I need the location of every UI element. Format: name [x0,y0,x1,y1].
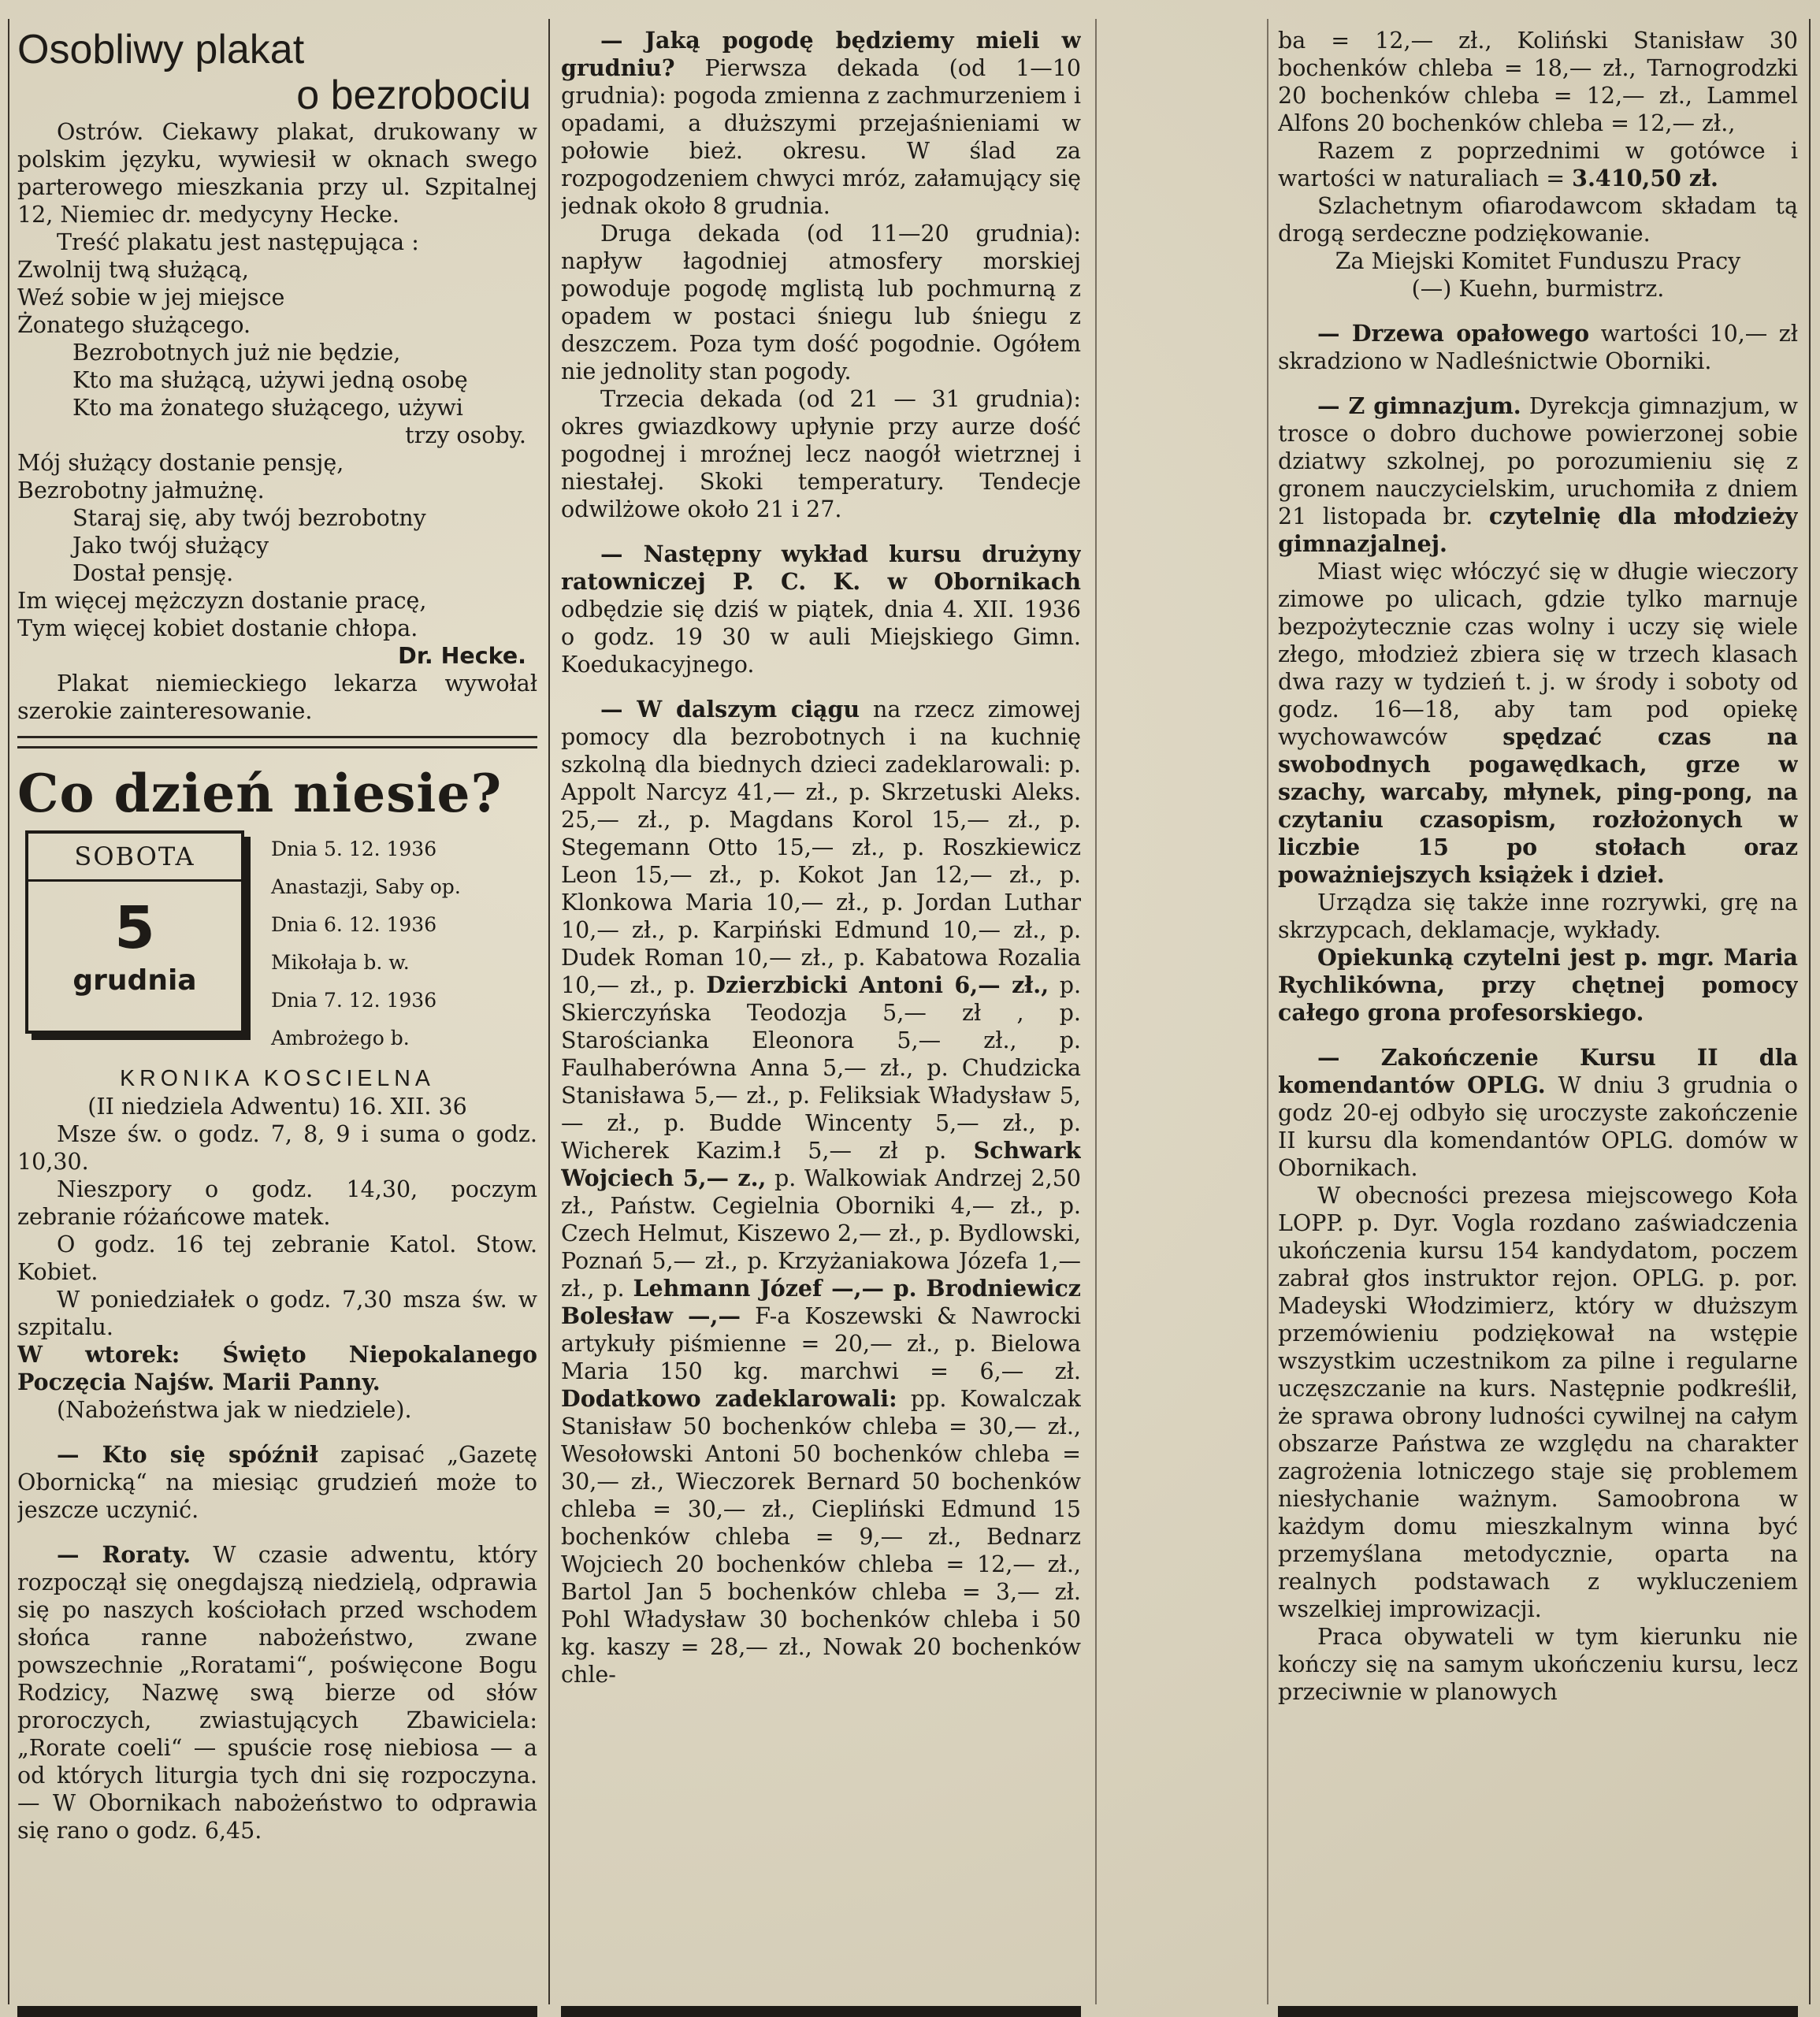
zbiorka-bold-2: Schwark Wojciech 5,— z., [561,1137,1081,1191]
zbiorka-bold-3: Lehmann Józef —,— p. Brodniewicz Bolesław —,— [561,1275,1081,1329]
kronika-msze: Msze św. o godz. 7, 8, 9 i suma o godz. 10,30. [17,1121,537,1175]
kronika-title: KRONIKA KOSCIELNA [120,1066,435,1091]
calendar-box [25,830,244,1034]
drzewa-text: wartości 10,— zł skradziono w Nadleśnictwie Oborniki. [1278,321,1798,374]
gimnazjum-p3: Urządza się także inne rozrywki, grę na skrzypcach, deklamacje, wykłady. [1278,890,1798,943]
wyklad-lead: — Następny wykład kursu drużyny ratowniczej P. C. K. w Obornikach [561,540,1081,595]
poem-line: Dostał pensję. [72,560,234,586]
column-1 [17,27,537,2001]
drzewa-article [1278,320,1798,375]
calendar-weekday: SOBOTA [28,834,241,882]
poem-line: Staraj się, aby twój bezrobotny [72,505,426,531]
poem-line: trzy osoby. [405,422,526,448]
zbiorka-text-4: F-a Koszewski & Nawrocki artykuły piśmienne = 20,— zł., p. Bielowa Maria 150 kg. marchwi = 6,— zł. [561,1303,1081,1384]
gimnazjum-lead: — Z gimnazjum. [1317,392,1521,419]
spoznil-article [17,1441,537,1524]
dodatkowo-text: pp. Kowalczak Stanisław 50 bochenków chleba = 30,— zł., Wesołowski Antoni 50 bochenków chleba = 30,— zł., Wieczorek Bernard 50 bochenków chleba = 30,— zł., Ciepliński Edmund 15 bochenków chleba = 9,— zł., Bednarz Wojciech 20 bochenków chleba = 12,— zł., Bartol Jan 5 bochenków chleba = 3,— zł. Pohl Władysław 30 bochenków chleba i 50 kg. kaszy = 28,— zł., Nowak 20 bochenków chle- [561,1386,1081,1688]
kronika-nieszpory: Nieszpory o godz. 14,30, poczym zebranie różańcowe matek. [17,1176,537,1230]
bottom-rule-1 [17,2006,537,2017]
pogoda-lead: — Jaką pogodę będziemy mieli w grudniu? [561,27,1081,81]
drzewa-lead: — Drzewa opałowego [1317,320,1590,347]
right-edge-rule [1809,19,1811,2004]
poem-line: Im więcej mężczyzn dostanie pracę, [17,588,427,614]
kronika-16: O godz. 16 tej zebranie Katol. Stow. Kobiet. [17,1231,537,1285]
plakat-title-line1: Osobliwy plakat [17,27,305,72]
gimnazjum-p2 [1278,558,1798,889]
kronika-sub: (II niedziela Adwentu) 16. XII. 36 [87,1094,467,1120]
spoznil-text: zapisać „Gazetę Obornicką“ na miesiąc grudzień może to jeszcze uczynić. [17,1442,537,1523]
roraty-article [17,1541,537,1844]
razem-sum: 3.410,50 zł. [1572,165,1718,191]
pogoda-article [561,27,1081,220]
wyklad-text: odbędzie się dziś w piątek, dnia 4. XII. 1936 o godz. 19 30 w auli Miejskiego Gimn. Koedukacyjnego. [561,596,1081,678]
bottom-rule-2 [561,2006,1081,2017]
names-3: Ambrożego b. [271,1027,410,1049]
plakat-poem [17,256,537,642]
poem-line: Kto ma żonatego służącego, używi [72,395,463,421]
poem-line: Kto ma służącą, używi jedną osobę [72,367,468,393]
razem [1278,137,1798,192]
poem-line: Weź sobie w jej miejsce [17,284,285,310]
zbiorka-text-1: na rzecz zimowej pomocy dla bezrobotnych i na kuchnię szkolną dla biednych dzieci zadeklarowali: p. Appolt Narcyz 41,— zł., p. Skrzetuski Aleks. 25,— zł., p. Magdans Korol 15,— zł., p. Stegemann Otto 15,— zł., p. Roszkiewicz Leon 15,— zł., p. Kokot Jan 12,— zł., p. Klonkowa Maria 10,— zł., p. Jordan Luthar 10,— zł., p. Karpiński Edmund 10,— zł., p. Dudek Roman 10,— zł., p. Kabatowa Rozalia 10,— zł., p. [561,696,1081,998]
plakat-closing: Plakat niemieckiego lekarza wywołał szerokie zainteresowanie. [17,670,537,724]
gimnazjum-article [1278,392,1798,558]
column-rule-3 [1267,19,1268,2004]
wyklad-article [561,540,1081,678]
names-1: Anastazji, Saby op. [271,875,461,898]
pogoda-dekada-3: Trzecia dekada (od 21 — 31 grudnia): okres gwiazdkowy upłynie przy aurze dość pogodnej i mroźnej lecz naogół wietrznej i niestałej. Skoki temperatury. Tendecje odwilżowe około 21 i 27. [561,386,1081,522]
gimnazjum-text: Dyrekcja gimnazjum, w trosce o dobro duchowe powierzonej sobie dziatwy szkolnej, po porozumieniu się z gronem nauczycielskim, uruchomiła z dniem 21 listopada br. [1278,393,1798,529]
plakat-signature: Dr. Hecke. [398,643,526,669]
gimnazjum-p2a: Miast więc włóczyć się w długie wieczory zimowe po ulicach, gdzie tylko marnuje bezpożytecznie czas wolny i uczy się wiele złego, młodzież zbiera się w trzech klasach dwa razy w tydzień t. j. w środy i soboty od godz. 16—18, aby tam pod opiekę wychowawców [1278,559,1798,750]
calendar-day: 5 [114,894,155,962]
plakat-tresc: Treść plakatu jest następująca : [57,229,419,255]
dodatkowo-lead: Dodatkowo zadeklarowali: [561,1385,897,1412]
names-2: Mikołaja b. w. [271,951,410,974]
poem-line: Bezrobotny jałmużnę. [17,477,265,503]
date-3: Dnia 7. 12. 1936 [271,989,437,1012]
kurs-lead: — Zakończenie Kursu II dla komendantów OPLG. [1278,1044,1798,1098]
kurs-p3: Praca obywateli w tym kierunku nie kończy się na samym ukończeniu kursu, lecz przeciwnie w planowych [1278,1624,1798,1705]
calendar-month: grudnia [72,964,197,997]
column-3 [1278,27,1798,2001]
left-edge-rule [8,19,9,2004]
podziekowanie: Szlachetnym ofiarodawcom składam tą drogą serdeczne podziękowanie. [1278,193,1798,247]
komitet: Za Miejski Komitet Funduszu Pracy [1335,248,1741,274]
gimnazjum-bold: czytelnię dla młodzieży gimnazjalnej. [1278,503,1798,557]
column-rule-1 [548,19,550,2004]
kurs-p2: W obecności prezesa miejscowego Koła LOPP. p. Dyr. Vogla rozdano zaświadczenia ukończenia kursu 154 kandydatom, poczem zabrał głos instruktor rejon. OPLG. p. por. Madeyski Włodzimierz, który w dłuższym przemówieniu podziękował na wstępie wszystkim uczestnikom za pilne i regularne uczęszczanie na kurs. Następnie podkreślił, że sprawa obrony ludności cywilnej na całym obszarze Państwa ze względu na charakter zagrożenia lotniczego staje się problemem niesłychanie ważnym. Samoobrona w każdym domu mieszkalnym winna być przemyślana metodycznie, oparta na realnych podstawach z wykluczeniem wszelkiej improwizacji. [1278,1183,1798,1622]
poem-line: Żonatego służącego. [17,312,251,338]
zbiorka-article [561,696,1081,1688]
column-2 [561,27,1081,2001]
zbiorka-bold-1: Dzierzbicki Antoni 6,— zł., [706,971,1049,998]
poem-line: Mój służący dostanie pensję, [17,450,344,476]
poem-line: Tym więcej kobiet dostanie chłopa. [17,615,418,641]
kronika-wtorek: W wtorek: Święto Niepokalanego Poczęcia Najśw. Marii Panny. [17,1341,537,1395]
co-dzien-title: Co dzień niesie? [17,763,503,824]
pogoda-dekada-1: Pierwsza dekada (od 1—10 grudnia): pogoda zmienna z zachmurzeniem i opadami, a dłuższymi przejaśnieniami w połowie bież. okresu. W ślad za rozpogodzeniem chwyci mróz, załamujący się jednak około 8 grudnia. [561,55,1081,219]
zbiorka-lead: — W dalszym ciągu [600,696,860,722]
name-days [244,830,537,1057]
gimnazjum-p2b: spędzać czas na swobodnych pogawędkach, grze w szachy, warcaby, młynek, ping-pong, na czytaniu czasopism, rozłożonych w liczbie 15 po stołach oraz poważniejszych książek i dzieł. [1278,723,1798,888]
gimnazjum-p4: Opiekunką czytelni jest p. mgr. Maria Rychlikówna, przy chętnej pomocy całego grona profesorskiego. [1278,944,1798,1026]
zbiorka-continued: ba = 12,— zł., Koliński Stanisław 30 bochenków chleba = 18,— zł., Tarnogrodzki 20 bochenków chleba = 12,— zł., Lammel Alfons 20 bochenków chleba = 12,— zł., [1278,28,1798,136]
kronika-nabozenstwa: (Nabożeństwa jak w niedziele). [57,1397,412,1423]
bottom-rule-3 [1278,2006,1798,2017]
poem-line: Bezrobotnych już nie będzie, [72,340,401,366]
plakat-intro: Ostrów. Ciekawy plakat, drukowany w polskim języku, wywiesił w oknach swego parterowego mieszkania przy ul. Szpitalnej 12, Niemiec dr. medycyny Hecke. [17,119,537,228]
column-rule-2 [1095,19,1097,2004]
razem-text: Razem z poprzednimi w gotówce i wartości w naturaliach = [1278,138,1798,191]
pogoda-dekada-2: Druga dekada (od 11—20 grudnia): napływ łagodniej atmosfery morskiej powoduje pogodę mglistą lub pochmurną z opadem w postaci śniegu lub śniegu z deszczem. Poza tym dość pogodnie. Ogółem nie jednolity stan pogody. [561,221,1081,384]
kurs-article [1278,1044,1798,1182]
kurs-text: W dniu 3 grudnia o godz 20-ej odbyło się uroczyste zakończenie II kursu dla komendantów OPLG. domów w Obornikach. [1278,1072,1798,1181]
roraty-lead: — Roraty. [57,1541,191,1568]
date-2: Dnia 6. 12. 1936 [271,913,437,936]
plakat-title-line2: o bezrobociu [296,72,531,118]
burmistrz-signature: (—) Kuehn, burmistrz. [1411,276,1665,302]
section-divider [17,736,537,748]
roraty-text: W czasie adwentu, który rozpoczął się onegdajszą niedzielą, odprawia się po naszych kościołach przed wschodem słońca ranne nabożeństwo, zwane powszechnie „Roratami“, poświęcone Bogu Rodzicy, Nazwę swą bierze od słów proroczych, zwiastujących Zbawiciela: „Rorate coeli“ — spuście rosę niebiosa — a od których liturgia tych dni się rozpoczyna. — W Obornikach nabożeństwo to odprawia się rano o godz. 6,45. [17,1542,537,1844]
poem-line: Jako twój służący [72,533,269,559]
zbiorka-text-2: p. Skierczyńska Teodozja 5,— zł , p. Starościanka Eleonora 5,— zł., p. Faulhaberówna Anna 5,— zł., p. Chudzicka Stanisława 5,— zł., p. Feliksiak Władysław 5,— zł., p. Budde Wincenty 5,— zł., p. Wicherek Kazim.ł 5,— zł p. [561,972,1081,1164]
poem-line: Zwolnij twą służącą, [17,257,249,283]
date-1: Dnia 5. 12. 1936 [271,838,437,860]
spoznil-lead: — Kto się spóźnił [57,1441,318,1468]
kronika-pon: W poniedziałek o godz. 7,30 msza św. w szpitalu. [17,1287,537,1340]
zbiorka-text-3: p. Walkowiak Andrzej 2,50 zł., Państw. Cegielnia Oborniki 4,— zł., p. Czech Helmut, Kiszewo 2,— zł., p. Bydlowski, Poznań 5,— zł., p. Krzyżaniakowa Józefa 1,— zł., p. [561,1165,1081,1302]
calendar-row [17,830,537,1057]
